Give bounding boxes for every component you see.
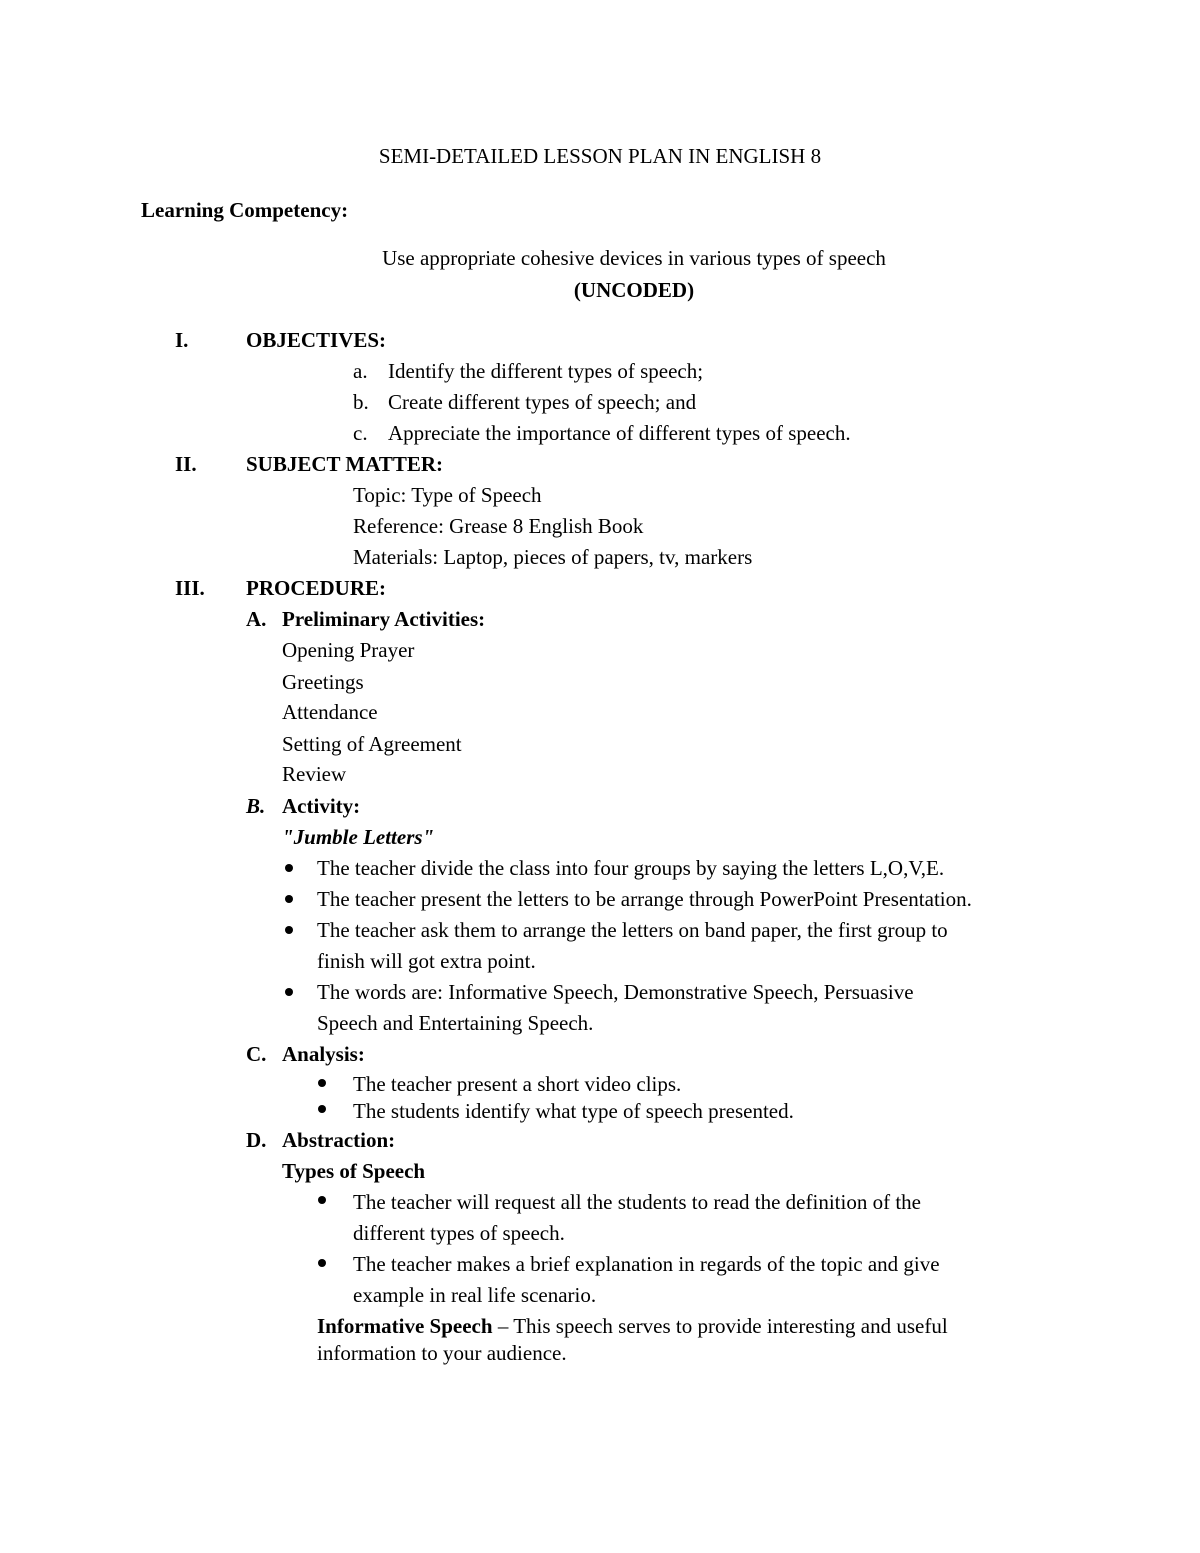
activity-bullet-text: The teacher ask them to arrange the letters on band paper, the first group to [317,918,948,942]
definition-term: Informative Speech [317,1314,493,1338]
objective-marker: c. [353,421,368,445]
bullet-icon [318,1259,326,1267]
abstraction-bullet-text: The teacher makes a brief explanation in regards of the topic and give [353,1252,940,1276]
abstraction-letter: D. [246,1128,267,1152]
objective-item: Appreciate the importance of different types of speech. [388,421,851,445]
preliminary-item: Setting of Agreement [282,732,462,756]
preliminary-item: Review [282,762,347,786]
subject-matter-heading: SUBJECT MATTER: [246,452,444,476]
activity-letter: B. [246,794,266,818]
subject-materials: Materials: Laptop, pieces of papers, tv, markers [353,545,753,569]
bullet-icon [318,1079,326,1087]
preliminary-item: Greetings [282,670,364,694]
abstraction-bullet-text: example in real life scenario. [353,1283,597,1307]
activity-bullet-text: finish will got extra point. [317,949,536,973]
bullet-icon [285,988,293,996]
preliminary-heading: Preliminary Activities: [282,607,486,631]
objectives-numeral: I. [175,328,189,352]
learning-competency-text: Use appropriate cohesive devices in various types of speech [382,246,886,270]
analysis-bullet-text: The students identify what type of speech presented. [353,1099,794,1123]
analysis-letter: C. [246,1042,267,1066]
subject-matter-numeral: II. [175,452,197,476]
abstraction-bullet-text: different types of speech. [353,1221,565,1245]
definition-dash: – [492,1314,514,1338]
abstraction-bullet-text: The teacher will request all the students to read the definition of the [353,1190,921,1214]
activity-bullet-text: The words are: Informative Speech, Demonstrative Speech, Persuasive [317,980,914,1004]
procedure-heading: PROCEDURE: [246,576,386,600]
page-title: SEMI-DETAILED LESSON PLAN IN ENGLISH 8 [378,144,822,168]
preliminary-letter: A. [246,607,267,631]
activity-bullet-text: The teacher divide the class into four groups by saying the letters L,O,V,E. [317,856,945,880]
bullet-icon [285,895,293,903]
activity-bullet-text: The teacher present the letters to be arrange through PowerPoint Presentation. [317,887,972,911]
abstraction-subheading: Types of Speech [282,1159,426,1183]
activity-bullet-text: Speech and Entertaining Speech. [317,1011,594,1035]
learning-competency-label: Learning Competency: [141,198,349,222]
bullet-icon [285,926,293,934]
learning-competency-code: (UNCODED) [573,278,695,302]
objective-item: Identify the different types of speech; [388,359,704,383]
bullet-icon [285,864,293,872]
analysis-heading: Analysis: [282,1042,365,1066]
subject-reference: Reference: Grease 8 English Book [353,514,644,538]
definition-text: This speech serves to provide interesting and useful [513,1314,948,1338]
objective-marker: a. [353,359,368,383]
activity-heading: Activity: [282,794,361,818]
activity-name: "Jumble Letters" [282,825,435,849]
bullet-icon [318,1196,326,1204]
bullet-icon [318,1105,326,1113]
objective-item: Create different types of speech; and [388,390,697,414]
abstraction-heading: Abstraction: [282,1128,396,1152]
preliminary-item: Attendance [282,700,378,724]
subject-topic: Topic: Type of Speech [353,483,542,507]
objective-marker: b. [353,390,369,414]
definition-text-continued: information to your audience. [317,1341,567,1365]
analysis-bullet-text: The teacher present a short video clips. [353,1072,682,1096]
procedure-numeral: III. [175,576,205,600]
preliminary-item: Opening Prayer [282,638,415,662]
objectives-heading: OBJECTIVES: [246,328,387,352]
